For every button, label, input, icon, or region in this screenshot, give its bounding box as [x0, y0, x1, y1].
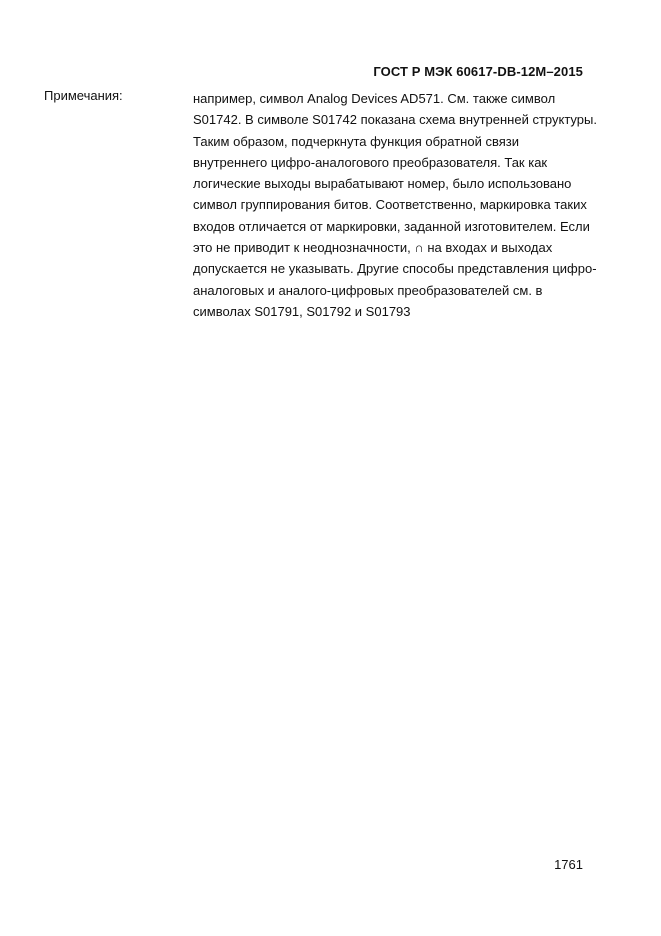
- notes-line: символ группирования битов. Соответственно, маркировка таких: [193, 197, 587, 213]
- notes-line: символах S01791, S01792 и S01793: [193, 303, 411, 319]
- notes-body: [193, 88, 613, 322]
- page-number: 1761: [554, 857, 583, 872]
- notes-line: допускается не указывать. Другие способы представления цифро-: [193, 261, 597, 277]
- notes-label: Примечания:: [44, 88, 123, 103]
- notes-line: это не приводит к неоднозначности, ∩ на входах и выходах: [193, 240, 553, 256]
- notes-line: логические выходы вырабатывают номер, было использовано: [193, 176, 572, 192]
- notes-line: Таким образом, подчеркнута функция обратной связи: [193, 133, 519, 149]
- notes-line: S01742. В символе S01742 показана схема внутренней структуры.: [193, 112, 597, 128]
- notes-line: например, символ Analog Devices AD571. См. также символ: [193, 91, 556, 106]
- notes-line: входов отличается от маркировки, заданной изготовителем. Если: [193, 218, 590, 234]
- notes-line: аналоговых и аналого-цифровых преобразователей см. в: [193, 282, 543, 298]
- notes-line: внутреннего цифро-аналогового преобразователя. Так как: [193, 154, 548, 170]
- document-header: ГОСТ Р МЭК 60617-DB-12M–2015: [373, 64, 583, 79]
